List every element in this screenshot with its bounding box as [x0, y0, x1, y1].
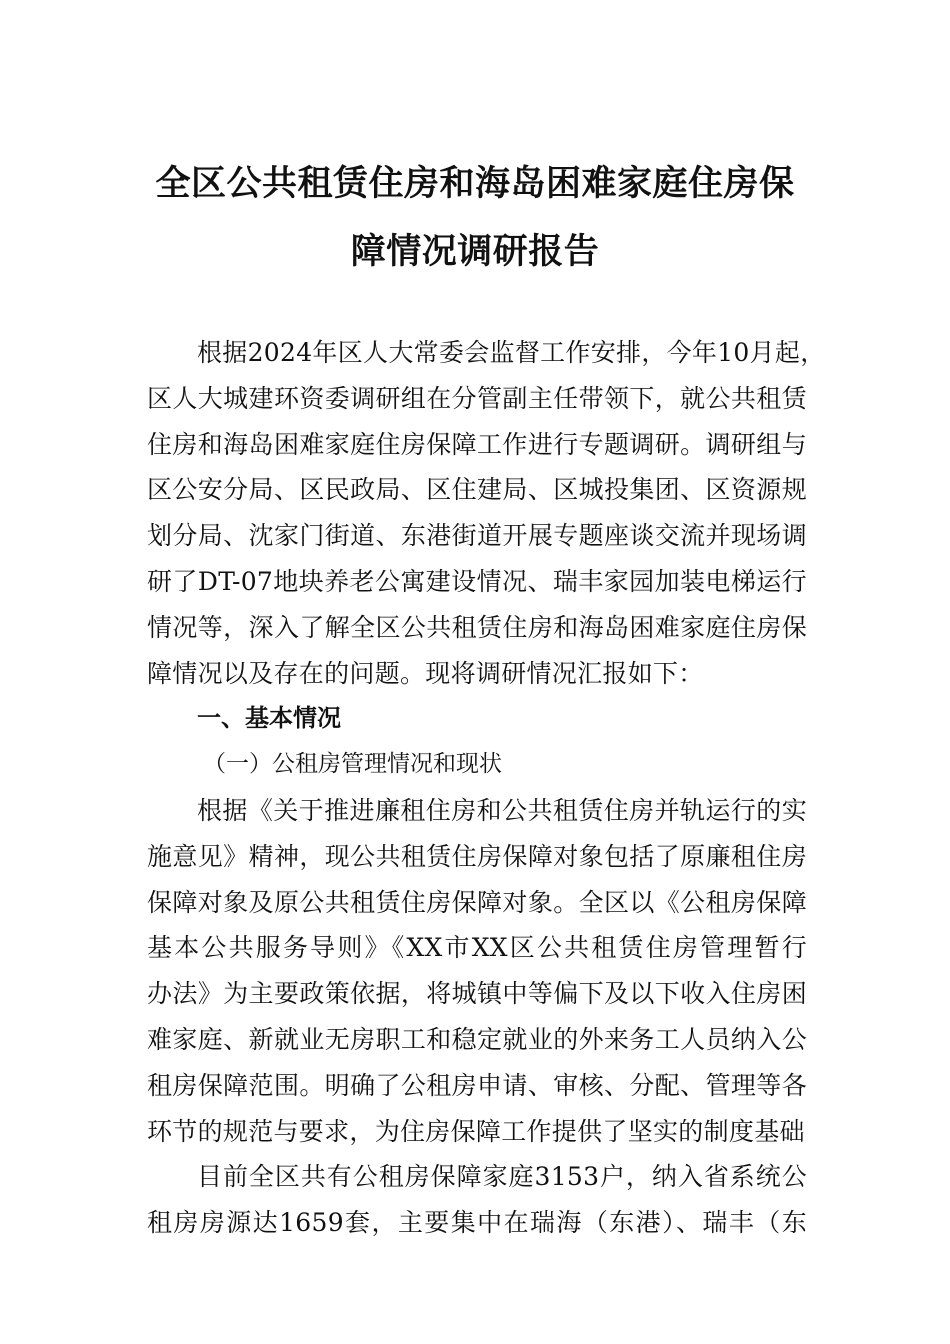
section-heading: 一、基本情况 [197, 704, 341, 733]
paragraph-1-line: 情况等，深入了解全区公共租赁住房和海岛困难家庭住房保 [147, 612, 807, 642]
document-title-line-2: 障情况调研报告 [350, 232, 600, 272]
subsection-heading: （一）公租房管理情况和现状 [203, 751, 502, 778]
paragraph-1-line: 划分局、沈家门街道、东港街道开展专题座谈交流并现场调 [147, 521, 807, 551]
paragraph-2-line: 难家庭、新就业无房职工和稳定就业的外来务工人员纳入公 [147, 1024, 807, 1054]
paragraph-2-line: 施意见》精神，现公共租赁住房保障对象包括了原廉租住房 [147, 841, 807, 871]
paragraph-3-line: 租房房源达1659套，主要集中在瑞海（东港）、瑞丰（东 [147, 1208, 807, 1238]
paragraph-1-line: 障情况以及存在的问题。现将调研情况汇报如下： [147, 658, 704, 688]
paragraph-2-line: 基本公共服务导则》《XX市XX区公共租赁住房管理暂行 [147, 933, 807, 963]
paragraph-2-line: 环节的规范与要求，为住房保障工作提供了坚实的制度基础 [147, 1116, 805, 1146]
paragraph-2-line: 根据《关于推进廉租住房和公共租赁住房并轨运行的实 [197, 795, 807, 825]
document-title-line-1: 全区公共租赁住房和海岛困难家庭住房保 [155, 164, 795, 204]
paragraph-2-line: 保障对象及原公共租赁住房保障对象。全区以《公租房保障 [147, 887, 807, 917]
document-body [147, 330, 826, 1246]
paragraph-1-line: 住房和海岛困难家庭住房保障工作进行专题调研。调研组与 [147, 429, 807, 459]
paragraph-3-line: 目前全区共有公租房保障家庭3153户，纳入省系统公 [197, 1162, 807, 1192]
paragraph-1-line: 研了DT-07地块养老公寓建设情况、瑞丰家园加装电梯运行 [147, 566, 807, 596]
paragraph-1-line: 区公安分局、区民政局、区住建局、区城投集团、区资源规 [147, 475, 807, 505]
paragraph-2-line: 租房保障范围。明确了公租房申请、审核、分配、管理等各 [147, 1070, 807, 1100]
paragraph-1-line: 区人大城建环资委调研组在分管副主任带领下，就公共租赁 [147, 383, 807, 413]
paragraph-1-line: 根据2024年区人大常委会监督工作安排，今年10月起， [197, 338, 826, 367]
paragraph-2-line: 办法》为主要政策依据，将城镇中等偏下及以下收入住房困 [147, 979, 807, 1009]
